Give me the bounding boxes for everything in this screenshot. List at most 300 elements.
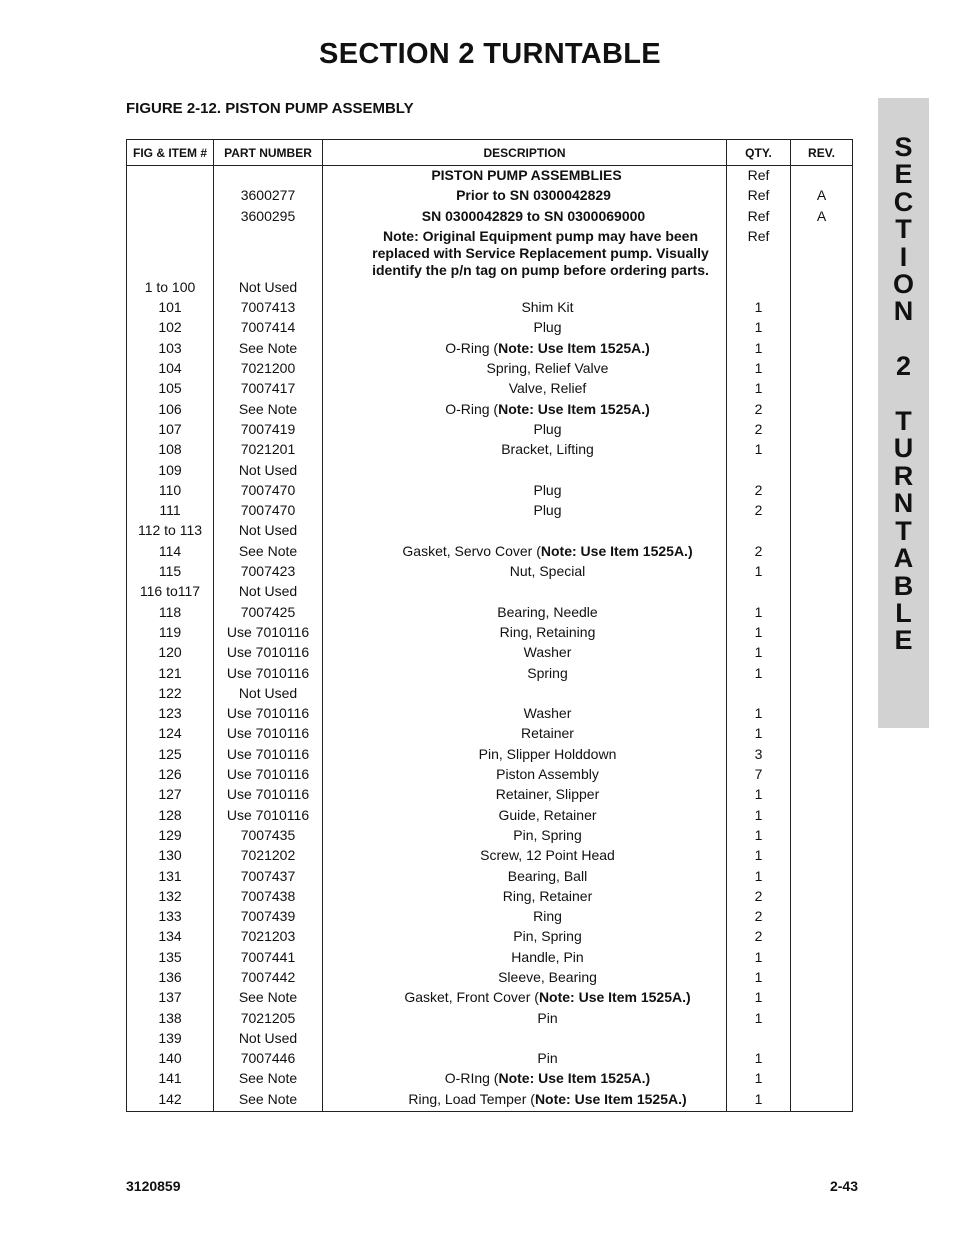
part-number-cell: Not Used [214, 279, 323, 299]
qty-cell: 1 [727, 827, 791, 847]
description-cell [323, 665, 727, 685]
table-row [127, 949, 853, 969]
part-number-cell: 7007423 [214, 563, 323, 583]
part-number-cell: Use 7010116 [214, 725, 323, 745]
parts-table [126, 139, 853, 1112]
qty-cell: 2 [727, 928, 791, 948]
description-cell [323, 340, 727, 360]
table-row [127, 665, 853, 685]
side-tab-letter: A [893, 543, 914, 574]
qty-cell [727, 685, 791, 705]
use-item-note: Note: Use Item 1525A.) [540, 542, 693, 559]
description-cell [323, 441, 727, 461]
assembly-row [127, 187, 853, 207]
description-cell [323, 908, 727, 928]
part-number-cell: 7007470 [214, 502, 323, 522]
qty-cell: Ref [727, 228, 791, 279]
table-row [127, 299, 853, 319]
qty-cell [727, 279, 791, 299]
section-side-tab [878, 98, 929, 728]
col-header-qty: QTY. [727, 140, 791, 166]
rev-cell [791, 462, 853, 482]
side-tab-letter: E [894, 625, 913, 656]
table-header-row [127, 140, 853, 166]
rev-cell [791, 1010, 853, 1030]
use-item-note: Note: Use Item 1525A.) [498, 1070, 651, 1087]
description-cell [323, 807, 727, 827]
rev-cell [791, 340, 853, 360]
description-text: Shim Kit [521, 299, 574, 316]
rev-cell [791, 847, 853, 867]
qty-cell: 1 [727, 786, 791, 806]
qty-cell [727, 462, 791, 482]
part-number-cell: Use 7010116 [214, 624, 323, 644]
table-row [127, 705, 853, 725]
description-text: O-RIng ( [444, 1070, 499, 1087]
rev-cell [791, 563, 853, 583]
table-row [127, 644, 853, 664]
replacement-note: Note: Original Equipment pump may have been replaced with Service Replacement pump. Visually identify the p/n tag on pump before ordering parts. [323, 228, 727, 279]
description-cell [323, 319, 727, 339]
col-header-fig-item: FIG & ITEM # [127, 140, 214, 166]
fig-cell [127, 166, 214, 188]
rev-cell [791, 482, 853, 502]
table-row [127, 827, 853, 847]
description-cell [323, 644, 727, 664]
description-cell [323, 604, 727, 624]
fig-item-cell: 131 [127, 868, 214, 888]
rev-cell [791, 705, 853, 725]
part-number-cell: See Note [214, 401, 323, 421]
description-cell [323, 888, 727, 908]
qty-cell: 1 [727, 604, 791, 624]
table-row [127, 847, 853, 867]
description-cell [323, 969, 727, 989]
description-text: Pin [537, 1009, 558, 1026]
qty-cell: 1 [727, 299, 791, 319]
rev-cell [791, 807, 853, 827]
fig-item-cell: 110 [127, 482, 214, 502]
part-number-cell: See Note [214, 340, 323, 360]
use-item-note: Note: Use Item 1525A.) [534, 1090, 687, 1107]
part-number-cell: 7007414 [214, 319, 323, 339]
description-text: Plug [533, 420, 562, 437]
description-cell [323, 847, 727, 867]
description-text: Nut, Special [509, 563, 586, 580]
fig-item-cell: 124 [127, 725, 214, 745]
table-row [127, 766, 853, 786]
qty-cell: 1 [727, 969, 791, 989]
rev-cell [791, 421, 853, 441]
fig-item-cell: 127 [127, 786, 214, 806]
table-row [127, 868, 853, 888]
description-text: Retainer [521, 725, 574, 742]
description-text: Plug [533, 319, 562, 336]
side-tab-letter: O [892, 269, 914, 300]
fig-item-cell: 109 [127, 462, 214, 482]
table-row [127, 725, 853, 745]
side-tab-letters [878, 134, 929, 655]
part-number-cell: Use 7010116 [214, 746, 323, 766]
table-row [127, 340, 853, 360]
table-row [127, 279, 853, 299]
table-row [127, 401, 853, 421]
part-number-cell: 7007438 [214, 888, 323, 908]
description-cell [323, 1091, 727, 1112]
description-cell [323, 543, 727, 563]
description-cell [323, 380, 727, 400]
qty-cell: 1 [727, 807, 791, 827]
part-number-cell: 3600295 [214, 208, 323, 228]
side-tab-letter: C [893, 186, 914, 217]
fig-item-cell: 137 [127, 989, 214, 1009]
qty-cell: 2 [727, 401, 791, 421]
rev-cell [791, 166, 853, 188]
qty-cell: Ref [727, 187, 791, 207]
description-text: Bearing, Ball [507, 867, 588, 884]
rev-cell [791, 928, 853, 948]
side-tab-letter: L [895, 597, 912, 628]
part-number-cell [214, 166, 323, 188]
part-number-cell: See Note [214, 1091, 323, 1112]
table-row [127, 543, 853, 563]
fig-item-cell: 116 to117 [127, 583, 214, 603]
part-number-cell: 7007417 [214, 380, 323, 400]
fig-item-cell: 139 [127, 1030, 214, 1050]
description-text: Bearing, Needle [497, 603, 598, 620]
assembly-title: PISTON PUMP ASSEMBLIES [323, 166, 727, 188]
description-text: Retainer, Slipper [495, 786, 600, 803]
qty-cell: 1 [727, 563, 791, 583]
table-row [127, 462, 853, 482]
page-number: 2-43 [829, 1178, 858, 1194]
fig-item-cell: 108 [127, 441, 214, 461]
rev-cell [791, 644, 853, 664]
fig-item-cell: 101 [127, 299, 214, 319]
rev-cell [791, 319, 853, 339]
description-cell [323, 1030, 727, 1050]
description-text: Washer [523, 644, 572, 661]
qty-cell: 2 [727, 888, 791, 908]
part-number-cell: See Note [214, 1070, 323, 1090]
rev-cell [791, 908, 853, 928]
fig-item-cell: 111 [127, 502, 214, 522]
part-number-cell: Use 7010116 [214, 807, 323, 827]
part-number-cell: Not Used [214, 462, 323, 482]
qty-cell: 1 [727, 1091, 791, 1112]
part-number-cell: 7007441 [214, 949, 323, 969]
table-row [127, 624, 853, 644]
rev-cell [791, 360, 853, 380]
qty-cell: 1 [727, 340, 791, 360]
rev-cell [791, 786, 853, 806]
description-text: Piston Assembly [496, 766, 599, 783]
rev-cell [791, 279, 853, 299]
table-row [127, 908, 853, 928]
assembly-row [127, 166, 853, 188]
qty-cell: 3 [727, 746, 791, 766]
rev-cell [791, 725, 853, 745]
table-row [127, 969, 853, 989]
rev-cell [791, 746, 853, 766]
part-number-cell: Use 7010116 [214, 705, 323, 725]
part-number-cell: 7007419 [214, 421, 323, 441]
table-row [127, 360, 853, 380]
side-tab-letter: T [895, 406, 912, 437]
side-tab-letter [878, 381, 929, 408]
description-text: Pin, Spring [513, 928, 582, 945]
rev-cell [791, 969, 853, 989]
part-number-cell: 7021202 [214, 847, 323, 867]
part-number-cell: 7007425 [214, 604, 323, 624]
fig-item-cell: 104 [127, 360, 214, 380]
rev-cell [791, 989, 853, 1009]
document-number: 3120859 [126, 1178, 181, 1194]
description-cell [323, 502, 727, 522]
qty-cell: 2 [727, 502, 791, 522]
fig-item-cell: 120 [127, 644, 214, 664]
fig-item-cell: 112 to 113 [127, 522, 214, 542]
qty-cell: 1 [727, 644, 791, 664]
description-text: Gasket, Servo Cover ( [402, 542, 541, 559]
fig-item-cell: 140 [127, 1050, 214, 1070]
table-row [127, 441, 853, 461]
rev-cell [791, 299, 853, 319]
fig-item-cell: 125 [127, 746, 214, 766]
description-text: Guide, Retainer [498, 806, 597, 823]
description-cell [323, 786, 727, 806]
side-tab-letter: T [895, 214, 912, 245]
table-row [127, 421, 853, 441]
table-row [127, 319, 853, 339]
fig-item-cell: 121 [127, 665, 214, 685]
description-text: Screw, 12 Point Head [480, 847, 615, 864]
table-row [127, 583, 853, 603]
description-text: O-Ring ( [445, 339, 499, 356]
qty-cell: 1 [727, 949, 791, 969]
description-cell [323, 766, 727, 786]
description-text: O-Ring ( [445, 400, 499, 417]
rev-cell [791, 1030, 853, 1050]
qty-cell: 1 [727, 380, 791, 400]
description-cell [323, 360, 727, 380]
part-number-cell: Not Used [214, 583, 323, 603]
description-text: Spring [527, 664, 568, 681]
description-text: Plug [533, 502, 562, 519]
description-cell [323, 868, 727, 888]
side-tab-letter: 2 [895, 351, 912, 382]
description-cell [323, 685, 727, 705]
qty-cell: 1 [727, 441, 791, 461]
side-tab-letter: N [893, 296, 914, 327]
table-row [127, 1030, 853, 1050]
description-cell: Prior to SN 0300042829 [323, 187, 727, 207]
description-text: Sleeve, Bearing [498, 968, 597, 985]
part-number-cell: 7007437 [214, 868, 323, 888]
qty-cell: 1 [727, 1070, 791, 1090]
fig-item-cell: 141 [127, 1070, 214, 1090]
fig-item-cell: 115 [127, 563, 214, 583]
description-cell [323, 949, 727, 969]
part-number-cell: Use 7010116 [214, 766, 323, 786]
part-number-cell: 7007439 [214, 908, 323, 928]
fig-item-cell: 122 [127, 685, 214, 705]
rev-cell [791, 868, 853, 888]
figure-title: FIGURE 2-12. PISTON PUMP ASSEMBLY [126, 100, 414, 117]
table-row [127, 502, 853, 522]
description-cell [323, 1010, 727, 1030]
description-text: Ring, Retaining [499, 623, 596, 640]
description-text: Bracket, Lifting [501, 441, 594, 458]
qty-cell: 1 [727, 665, 791, 685]
description-text: Spring, Relief Valve [486, 360, 609, 377]
rev-cell [791, 401, 853, 421]
fig-item-cell: 136 [127, 969, 214, 989]
qty-cell: Ref [727, 166, 791, 188]
section-title: SECTION 2 TURNTABLE [319, 38, 661, 70]
rev-cell [791, 441, 853, 461]
description-cell [323, 482, 727, 502]
rev-cell [791, 685, 853, 705]
description-cell [323, 746, 727, 766]
description-text: Plug [533, 481, 562, 498]
description-cell [323, 401, 727, 421]
fig-item-cell: 133 [127, 908, 214, 928]
qty-cell: 2 [727, 421, 791, 441]
description-text: Ring, Retainer [502, 887, 593, 904]
description-text: Pin [537, 1050, 558, 1067]
table-row [127, 685, 853, 705]
qty-cell [727, 583, 791, 603]
part-number-cell: 7021203 [214, 928, 323, 948]
table-row [127, 380, 853, 400]
description-cell [323, 624, 727, 644]
rev-cell [791, 502, 853, 522]
rev-cell [791, 604, 853, 624]
fig-item-cell: 142 [127, 1091, 214, 1112]
rev-cell [791, 888, 853, 908]
table-row [127, 746, 853, 766]
description-text: Gasket, Front Cover ( [404, 989, 539, 1006]
fig-item-cell: 119 [127, 624, 214, 644]
fig-item-cell: 118 [127, 604, 214, 624]
qty-cell [727, 1030, 791, 1050]
description-cell [323, 522, 727, 542]
part-number-cell: 7007446 [214, 1050, 323, 1070]
rev-cell [791, 949, 853, 969]
part-number-cell: Not Used [214, 522, 323, 542]
description-cell [323, 583, 727, 603]
part-number-cell: 7007470 [214, 482, 323, 502]
description-cell [323, 421, 727, 441]
description-cell [323, 563, 727, 583]
qty-cell: 2 [727, 482, 791, 502]
rev-cell [791, 1070, 853, 1090]
qty-cell: 1 [727, 705, 791, 725]
description-text: Pin, Slipper Holddown [478, 745, 617, 762]
part-number-cell: 7007442 [214, 969, 323, 989]
fig-item-cell: 103 [127, 340, 214, 360]
rev-cell [791, 624, 853, 644]
fig-item-cell: 102 [127, 319, 214, 339]
fig-item-cell: 114 [127, 543, 214, 563]
use-item-note: Note: Use Item 1525A.) [498, 400, 650, 417]
qty-cell: Ref [727, 208, 791, 228]
part-number-cell: 7007435 [214, 827, 323, 847]
table-row [127, 563, 853, 583]
use-item-note: Note: Use Item 1525A.) [498, 339, 650, 356]
table-row [127, 888, 853, 908]
col-header-description: DESCRIPTION [323, 140, 727, 166]
note-row [127, 228, 853, 279]
side-tab-letter: R [893, 460, 914, 491]
col-header-part-number: PART NUMBER [214, 140, 323, 166]
qty-cell: 2 [727, 908, 791, 928]
fig-item-cell: 126 [127, 766, 214, 786]
side-tab-letter: T [895, 515, 912, 546]
table-row [127, 482, 853, 502]
description-cell [323, 462, 727, 482]
side-tab-letter: E [894, 159, 913, 190]
rev-cell [791, 1050, 853, 1070]
qty-cell: 1 [727, 624, 791, 644]
rev-cell [791, 766, 853, 786]
assembly-row [127, 208, 853, 228]
side-tab-letter [878, 326, 929, 353]
rev-cell [791, 1091, 853, 1112]
part-number-cell: 7007413 [214, 299, 323, 319]
part-number-cell: 7021200 [214, 360, 323, 380]
description-cell [323, 705, 727, 725]
part-number-cell: Use 7010116 [214, 665, 323, 685]
table-row [127, 1070, 853, 1090]
table-row [127, 522, 853, 542]
description-cell [323, 928, 727, 948]
qty-cell: 1 [727, 1050, 791, 1070]
table-row [127, 1050, 853, 1070]
fig-item-cell: 128 [127, 807, 214, 827]
description-cell [323, 725, 727, 745]
fig-cell [127, 208, 214, 228]
rev-cell: A [791, 187, 853, 207]
qty-cell [727, 522, 791, 542]
part-number-cell: 7021201 [214, 441, 323, 461]
rev-cell: A [791, 208, 853, 228]
fig-item-cell: 132 [127, 888, 214, 908]
table-row [127, 928, 853, 948]
side-tab-letter: N [893, 488, 914, 519]
fig-item-cell: 138 [127, 1010, 214, 1030]
rev-cell [791, 583, 853, 603]
description-text: Valve, Relief [508, 380, 587, 397]
part-number-cell: Not Used [214, 685, 323, 705]
part-number-cell: See Note [214, 543, 323, 563]
rev-cell [791, 665, 853, 685]
description-text: Washer [523, 705, 572, 722]
fig-item-cell: 105 [127, 380, 214, 400]
part-number-cell: See Note [214, 989, 323, 1009]
qty-cell: 1 [727, 1010, 791, 1030]
qty-cell: 1 [727, 319, 791, 339]
fig-item-cell: 1 to 100 [127, 279, 214, 299]
description-text: Ring [533, 908, 562, 925]
description-cell [323, 1050, 727, 1070]
description-cell [323, 299, 727, 319]
description-text: Handle, Pin [511, 948, 584, 965]
fig-item-cell: 123 [127, 705, 214, 725]
rev-cell [791, 827, 853, 847]
part-number-cell: Not Used [214, 1030, 323, 1050]
